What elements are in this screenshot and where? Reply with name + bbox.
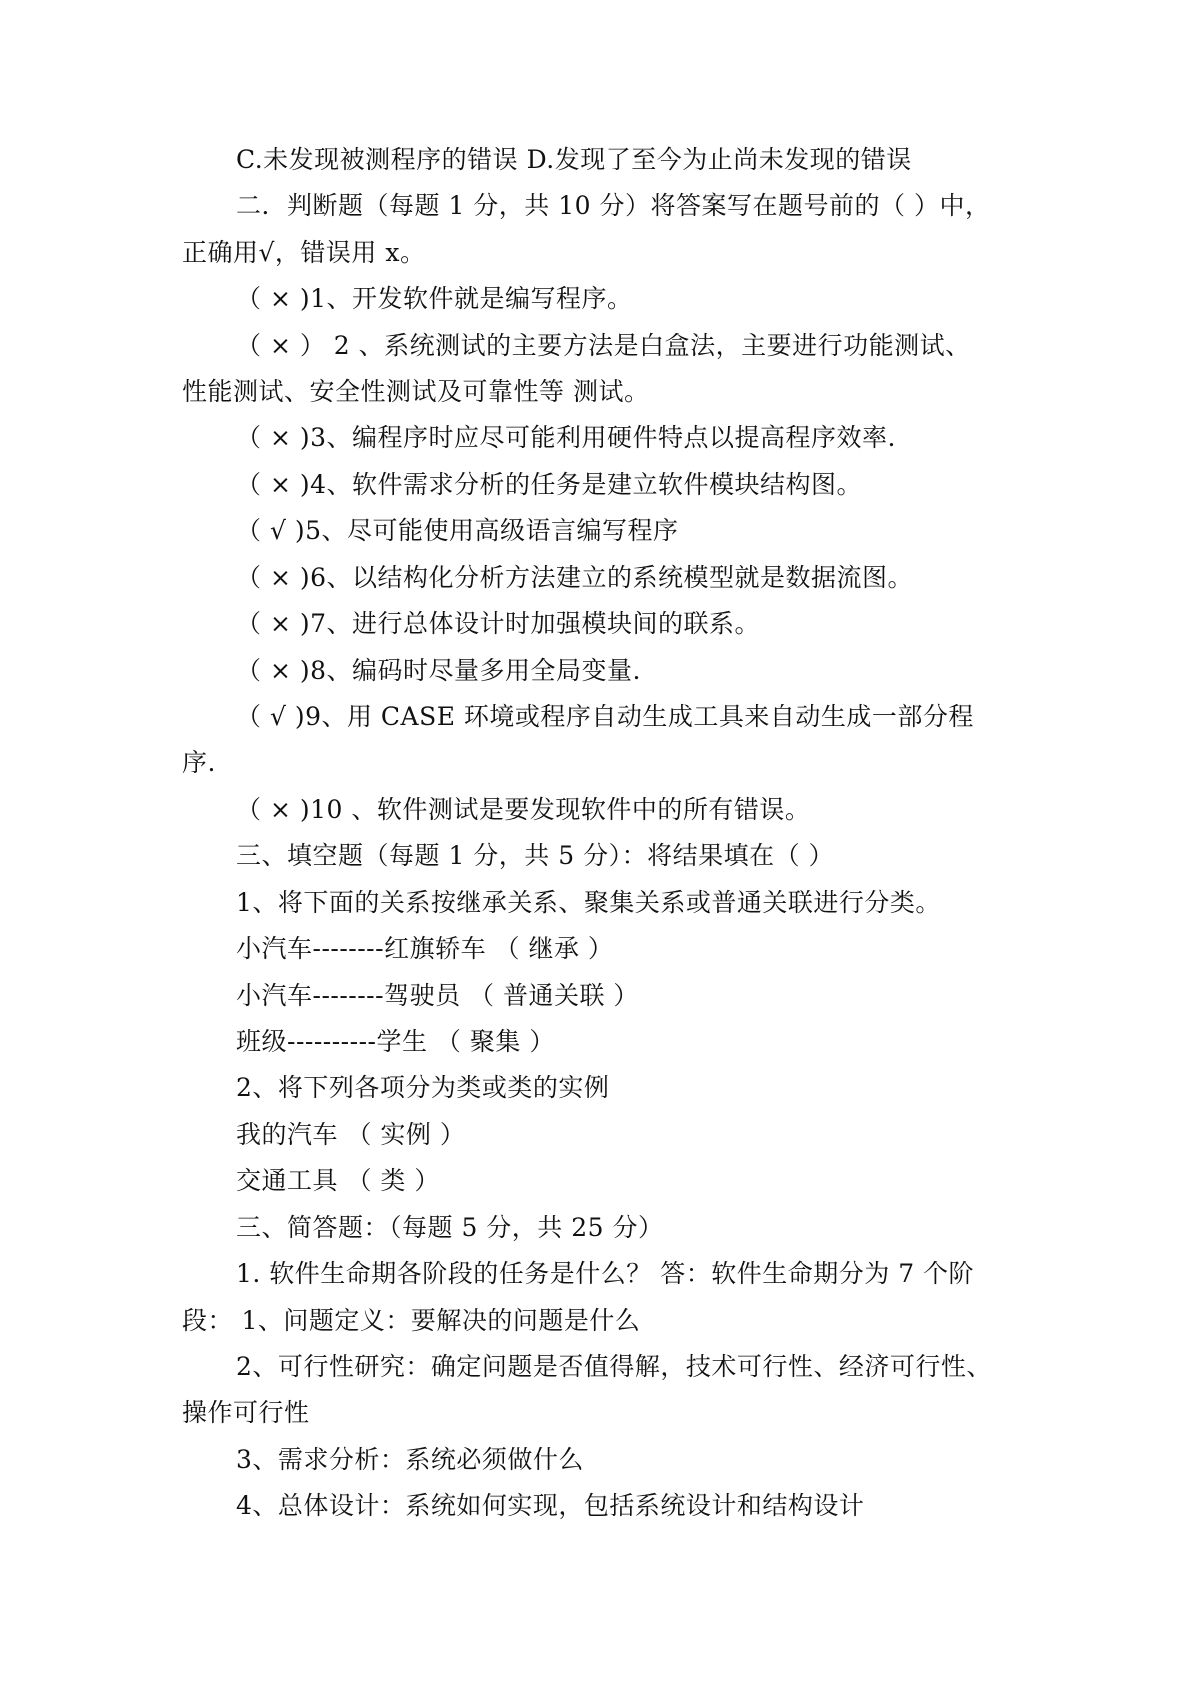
text-line: （ × )4、软件需求分析的任务是建立软件模块结构图。 (236, 470, 863, 499)
text-line: 1. 软件生命期各阶段的任务是什么？ 答：软件生命期分为 7 个阶 (236, 1259, 975, 1288)
text-line: 性能测试、安全性测试及可靠性等 测试。 (182, 377, 650, 406)
text-line: 正确用√，错误用 x。 (182, 238, 426, 267)
text-line: 班级----------学生 （ 聚集 ） (236, 1027, 555, 1056)
text-line: （ × )8、编码时尽量多用全局变量. (236, 656, 641, 685)
text-line: C.未发现被测程序的错误 D.发现了至今为止尚未发现的错误 (236, 145, 912, 174)
text-line: （ × )3、编程序时应尽可能利用硬件特点以提高程序效率. (236, 423, 896, 452)
text-line: 3、需求分析：系统必须做什么 (236, 1445, 584, 1474)
text-line: （ × )10 、软件测试是要发现软件中的所有错误。 (236, 795, 811, 824)
text-line: （ × )6、以结构化分析方法建立的系统模型就是数据流图。 (236, 563, 914, 592)
text-line: 我的汽车 （ 实例 ） (236, 1120, 466, 1149)
text-line: （ × )1、开发软件就是编写程序。 (236, 284, 633, 313)
text-line: （ × ） 2 、系统测试的主要方法是白盒法，主要进行功能测试、 (236, 331, 971, 360)
text-line: 小汽车--------驾驶员 （ 普通关联 ） (236, 981, 639, 1010)
text-line: （ × )7、进行总体设计时加强模块间的联系。 (236, 609, 761, 638)
text-line: 交通工具 （ 类 ） (236, 1166, 440, 1195)
text-line: 段： 1、问题定义：要解决的问题是什么 (182, 1306, 641, 1335)
text-line: 2、将下列各项分为类或类的实例 (236, 1073, 610, 1102)
text-line: 序. (182, 748, 216, 777)
text-line: 三、填空题（每题 1 分，共 5 分）：将结果填在（ ） (236, 841, 835, 870)
text-line: （ √ )5、尽可能使用高级语言编写程序 (236, 516, 679, 545)
text-line: 4、总体设计：系统如何实现，包括系统设计和结构设计 (236, 1491, 865, 1520)
text-line: 三、简答题：（每题 5 分，共 25 分） (236, 1213, 664, 1242)
text-line: 操作可行性 (182, 1398, 310, 1427)
text-line: 1、将下面的关系按继承关系、聚集关系或普通关联进行分类。 (236, 888, 941, 917)
text-line: 2、可行性研究：确定问题是否值得解，技术可行性、经济可行性、 (236, 1352, 992, 1381)
text-line: 小汽车--------红旗轿车 （ 继承 ） (236, 934, 614, 963)
text-line: 二．判断题（每题 1 分，共 10 分）将答案写在题号前的（ ）中， (236, 191, 991, 220)
text-line: （ √ )9、用 CASE 环境或程序自动生成工具来自动生成一部分程 (236, 702, 974, 731)
